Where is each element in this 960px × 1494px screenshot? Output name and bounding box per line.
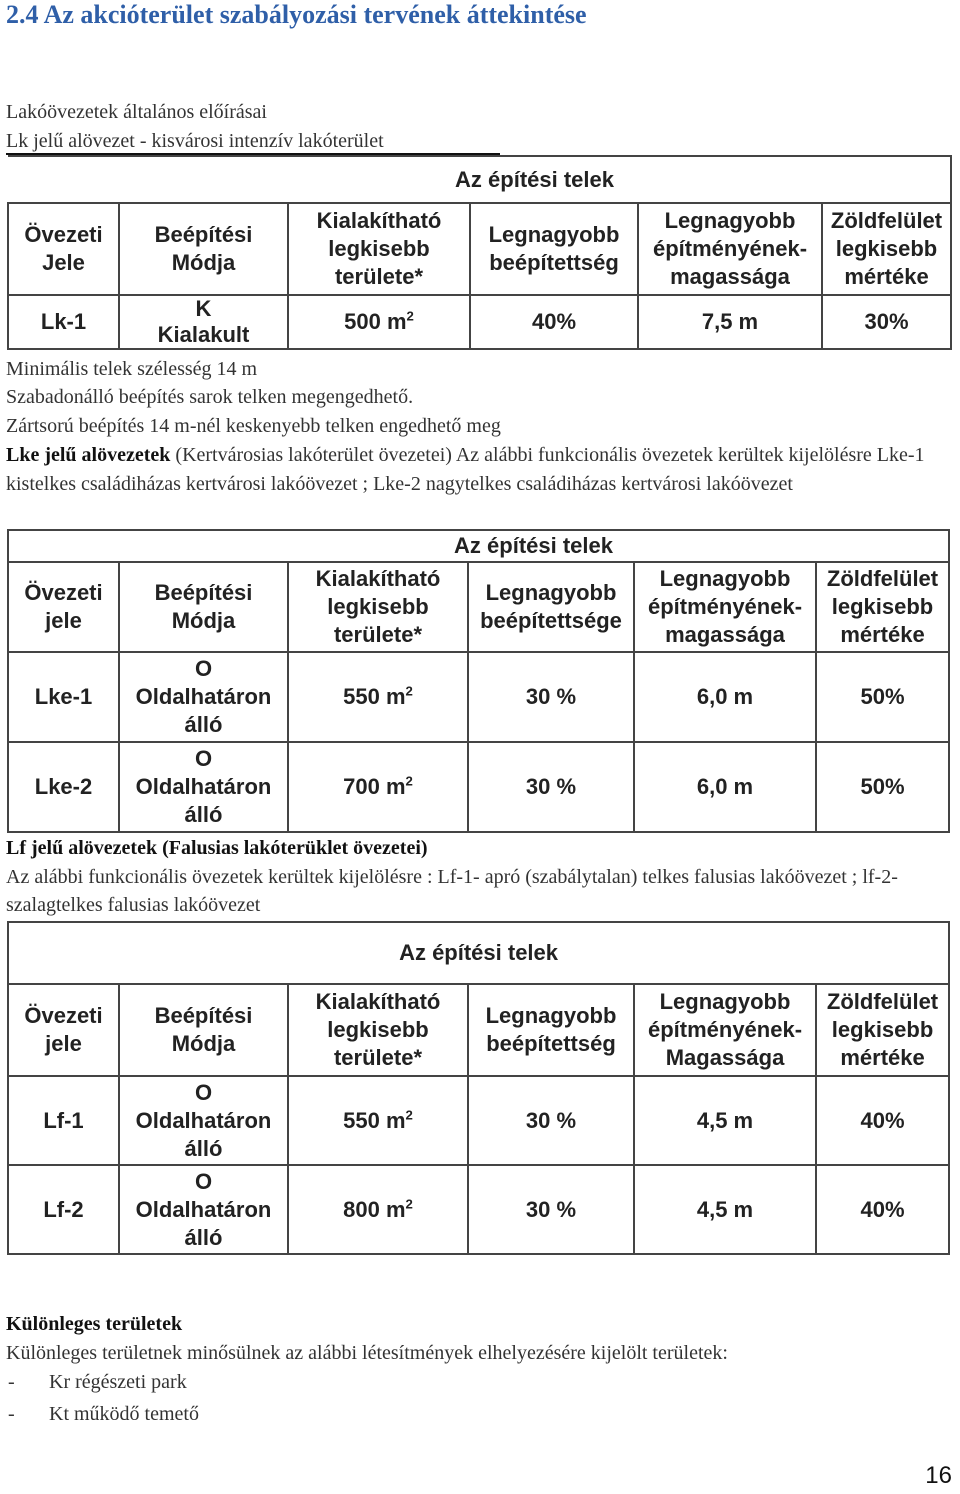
section-heading: 2.4 Az akcióterület szabályozási tervének áttekintése xyxy=(6,0,587,29)
lk-header-building-mode: Beépítési Módja xyxy=(119,203,288,295)
table-row xyxy=(8,1165,949,1254)
lke1-row-zone: Lke-1 xyxy=(8,652,119,742)
lke-header-max-height: Legnagyobb építményének- magassága xyxy=(634,562,816,652)
lke1-row-coverage: 30 % xyxy=(468,652,634,742)
lk-row-coverage: 40% xyxy=(470,295,638,349)
lf-header-zone: Övezeti jele xyxy=(8,984,119,1076)
lke2-row-mode: O Oldalhatáron álló xyxy=(119,742,288,832)
note-min-width: Minimális telek szélesség 14 m xyxy=(6,358,258,380)
lf-paragraph: Az alábbi funkcionális övezetek kerültek kijelölésre : Lf-1- apró (szabálytalan) telkes falusias lakóövezet ; lf-2- szalagtelkes falusias lakóövezet xyxy=(6,866,898,916)
lf2-row-height: 4,5 m xyxy=(634,1165,816,1254)
lk-header-min-green: Zöldfelület legkisebb mértéke xyxy=(822,203,951,295)
intro-line-general-rules: Lakóövezetek általános előírásai xyxy=(6,101,267,123)
lk-table-title: Az építési telek xyxy=(119,156,951,203)
special-text: Különleges területnek minősülnek az alábbi létesítmények elhelyezésére kijelölt területek: xyxy=(6,1342,728,1364)
lke1-row-height: 6,0 m xyxy=(634,652,816,742)
lk-row-height: 7,5 m xyxy=(638,295,822,349)
lk-zoning-table xyxy=(7,155,952,350)
lk-header-zone: Övezeti Jele xyxy=(8,203,119,295)
lke2-row-coverage: 30 % xyxy=(468,742,634,832)
lk-row-green: 30% xyxy=(822,295,951,349)
note-row-building: Zártsorú beépítés 14 m-nél keskenyebb telken engedhető meg xyxy=(6,415,501,437)
lf-header-max-height: Legnagyobb építményének- Magassága xyxy=(634,984,816,1076)
lf-table-title: Az építési telek xyxy=(8,922,949,984)
lke-header-min-area: Kialakítható legkisebb területe* xyxy=(288,562,468,652)
lke-zoning-table xyxy=(7,529,950,833)
lk-row-zone: Lk-1 xyxy=(8,295,119,349)
note-detached-corner: Szabadonálló beépítés sarok telken megengedhető. xyxy=(6,386,414,408)
lke1-row-mode: O Oldalhatáron álló xyxy=(119,652,288,742)
lk-row-area: 500 $m^2$ xyxy=(288,295,470,349)
lke-header-max-coverage: Legnagyobb beépítettsége xyxy=(468,562,634,652)
list-item: - Kr régészeti park xyxy=(8,1371,187,1393)
lf-title: Lf jelű alövezetek (Falusias lakóterüklet övezetei) xyxy=(6,837,428,859)
lke-table-title: Az építési telek xyxy=(119,530,949,562)
lke1-row-green: 50% xyxy=(816,652,949,742)
lke-header-building-mode: Beépítési Módja xyxy=(119,562,288,652)
intro-line-lk-subzone: Lk jelű alövezet - kisvárosi intenzív lakóterület xyxy=(6,130,384,152)
lf1-row-height: 4,5 m xyxy=(634,1076,816,1165)
lk-header-max-coverage: Legnagyobb beépítettség xyxy=(470,203,638,295)
lf2-row-mode: O Oldalhatáron álló xyxy=(119,1165,288,1254)
lke2-row-height: 6,0 m xyxy=(634,742,816,832)
lf-zoning-table xyxy=(7,921,950,1255)
page-number: 16 xyxy=(925,1462,952,1489)
lke-title: Lke jelű alövezetek xyxy=(6,444,171,466)
lk-row-mode: K Kialakult xyxy=(119,295,288,349)
lke-paragraph: Lke jelű alövezetek (Kertvárosias lakóterület övezetei) Az alábbi funkcionális övezetek kerültek kijelölésre Lke-1 kistelkes családiházas kertvárosi lakóövezet ; Lke-2 nagytelkes családiházas kertvárosi lakóövezet xyxy=(6,444,925,495)
lf1-row-coverage: 30 % xyxy=(468,1076,634,1165)
table-row xyxy=(8,295,951,349)
lf-header-max-coverage: Legnagyobb beépítettség xyxy=(468,984,634,1076)
lke1-row-area: 550 $m^2$ xyxy=(288,652,468,742)
lf1-row-zone: Lf-1 xyxy=(8,1076,119,1165)
lf2-row-zone: Lf-2 xyxy=(8,1165,119,1254)
lf1-row-area: 550 $m^2$ xyxy=(288,1076,468,1165)
lke2-row-area: 700 $m^2$ xyxy=(288,742,468,832)
special-title: Különleges területek xyxy=(6,1313,183,1335)
table-row xyxy=(8,1076,949,1165)
lf1-row-green: 40% xyxy=(816,1076,949,1165)
lf2-row-area: 800 $m^2$ xyxy=(288,1165,468,1254)
lk-header-max-height: Legnagyobb építményének- magassága xyxy=(638,203,822,295)
lf2-row-green: 40% xyxy=(816,1165,949,1254)
lke-header-min-green: Zöldfelület legkisebb mértéke xyxy=(816,562,949,652)
lf1-row-mode: O Oldalhatáron álló xyxy=(119,1076,288,1165)
lke-header-zone: Övezeti jele xyxy=(8,562,119,652)
lke2-row-zone: Lke-2 xyxy=(8,742,119,832)
lf-header-building-mode: Beépítési Módja xyxy=(119,984,288,1076)
table-row xyxy=(8,652,949,742)
lf-header-min-green: Zöldfelület legkisebb mértéke xyxy=(816,984,949,1076)
lf2-row-coverage: 30 % xyxy=(468,1165,634,1254)
lf-header-min-area: Kialakítható legkisebb területe* xyxy=(288,984,468,1076)
lke2-row-green: 50% xyxy=(816,742,949,832)
table-row xyxy=(8,742,949,832)
list-item: - Kt működő temető xyxy=(8,1403,199,1425)
lk-header-min-area: Kialakítható legkisebb területe* xyxy=(288,203,470,295)
